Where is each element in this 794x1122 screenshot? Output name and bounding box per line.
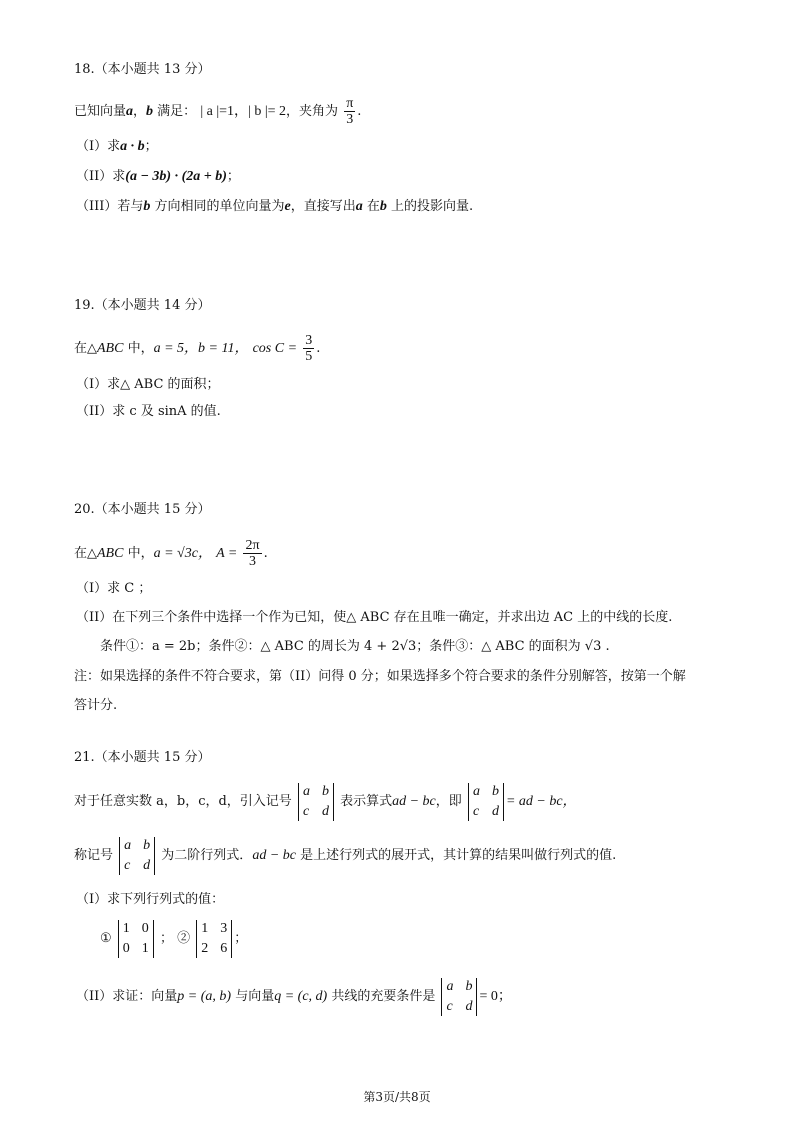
q18-p3-mid2: ，直接写出 [290,199,356,214]
q20-note-line1: 注：如果选择的条件不符合要求，第（II）问得 0 分；如果选择多个符合要求的条件分别解答，按第一个解 [74,669,686,684]
q19-cos-fraction [303,333,314,364]
q18-stem-sep: ， [133,104,147,119]
det-cell: 3 [220,920,228,936]
q19-stem-cos: cos C = [252,341,298,356]
det-cell: 1 [141,940,149,956]
det-cell: 0 [141,920,149,936]
q18-angle-fraction [344,96,355,127]
q20-A-num: 2π [245,538,260,553]
q21-det-def [119,837,155,875]
q21-p2-mid2: 共线的充要条件是 [327,989,436,1004]
q20-note-line2: 答计分. [74,698,118,713]
q21-p2-prefix: （II）求证：向量 [76,989,178,1004]
q18-p3-mid: 方向相同的单位向量为 [150,199,285,214]
q21-det-ex2 [196,920,232,958]
q21-def4: 是上述行列式的展开式，其计算的结果叫做行列式的值. [295,848,617,863]
q18-stem: 已知向量a，b 满足： | a |=1，| b |= 2，夹角为 $\frac{\pi}{3}$ . [74,96,362,127]
q21-title: 21.（本小题共 15 分） [74,750,211,765]
q18-stem-prefix: 已知向量 [74,104,127,119]
det-cell: b [491,783,499,799]
q20-stem: 在△ABC 中，a = √3c， A = $\frac{2\pi}{3}$ . [74,538,268,569]
q21-p2-p: p = (a, b) [177,989,232,1004]
det-cell: b [143,837,151,853]
q18-part2 [76,167,240,187]
q18-stem-b: b [146,104,154,119]
det-cell: 1 [201,920,209,936]
q18-part3 [76,197,473,217]
det-cell: 2 [201,940,209,956]
det-cell: c [302,803,310,819]
q18-p1-expr: a · b [120,139,145,154]
q18-p3-a: a [355,199,363,214]
q19-stem-prefix: 在△ [74,341,97,356]
q18-stem-a: a [126,104,134,119]
det-cell: a [302,783,310,799]
q18-p3-label: （III）若与 [76,199,144,214]
q21-det-proof [441,978,477,1016]
det-cell: c [472,803,480,819]
q21-def2: 为二阶行列式． [161,848,253,863]
q19-part2: （II）求 c 及 sinA 的值. [76,404,221,419]
q20-A-den: 3 [249,554,257,569]
q18-p1-label: （I）求 [76,139,121,154]
q19-cos-num: 3 [305,333,313,348]
q18-cond: | a |=1，| b |= 2 [200,104,287,119]
det-cell: a [472,783,480,799]
det-cell: 6 [220,940,228,956]
q21-intro1: 对于任意实数 a，b，c，d，引入记号 [74,794,292,809]
det-cell: a [124,837,132,853]
q19-stem-abc: ABC [97,341,124,356]
q18-angle-text: ，夹角为 [286,104,339,119]
q21-examples [100,917,247,961]
q20-part1: （I）求 C ； [76,581,152,596]
q21-p2-end: = 0； [479,989,512,1004]
q21-intro [74,780,577,824]
q21-def [74,834,616,878]
q20-stem-mid: 中， [123,546,154,561]
q20-stem-abc: ABC [97,546,124,561]
det-cell: c [124,857,131,873]
q18-angle-num: π [346,96,354,111]
q21-intro4: = ad − bc， [505,794,577,809]
det-cell: d [143,857,151,873]
q20-A-fraction [243,538,261,569]
q21-ex1-label: ① [100,931,112,946]
q21-def3: ad − bc [252,848,296,863]
q21-ex-end: ； [234,931,248,946]
det-cell: b [321,783,329,799]
q18-p3-b: b [143,199,151,214]
q18-p2-end: ； [226,169,240,184]
q21-intro3: ，即 [435,794,462,809]
q18-part1 [76,137,158,157]
q18-angle-den: 3 [346,112,354,127]
det-cell: 1 [122,920,130,936]
det-cell: d [321,803,329,819]
q21-det-equal [468,783,504,821]
q21-def1: 称记号 [74,848,114,863]
q21-p2-q: q = (c, d) [274,989,328,1004]
q18-p3-mid3: 在 [362,199,380,214]
q21-expr: ad − bc [392,794,436,809]
q20-conditions: 条件①：a = 2b；条件②：△ ABC 的周长为 4 + 2√3；条件③：△ ABC 的面积为 √3 . [100,639,610,654]
q18-p3-e: e [284,199,291,214]
det-cell: d [465,998,473,1014]
q21-part1: （I）求下列行列式的值： [76,892,225,907]
q20-stem-A: A = [216,546,238,561]
q18-p3-end: 上的投影向量. [386,199,474,214]
q19-stem-mid: 中， [123,341,154,356]
det-cell: 0 [122,940,130,956]
q21-det-ex1 [118,920,154,958]
det-cell: d [491,803,499,819]
page-footer: 第3页/共8页 [363,1090,431,1104]
q19-stem-vals: a = 5，b = 11， [153,341,249,356]
q19-title: 19.（本小题共 14 分） [74,298,211,313]
q19-cos-den: 5 [305,349,313,364]
q18-p2-expr: (a − 3b) · (2a + b) [125,169,227,184]
det-cell: a [446,978,454,994]
q18-stem-mid: 满足： [153,104,197,119]
q18-title: 18.（本小题共 13 分） [74,62,211,77]
det-cell: b [465,978,473,994]
q21-part2 [76,975,512,1019]
q20-stem-a: a = √3c， [153,546,212,561]
q18-p1-end: ； [144,139,158,154]
q19-stem: 在△ABC 中，a = 5，b = 11， cos C = $\frac{3}{5}$ . [74,333,321,364]
det-cell: c [446,998,453,1014]
q20-part2: （II）在下列三个条件中选择一个作为已知，使△ ABC 存在且唯一确定，并求出边 AC 上的中线的长度. [76,610,673,625]
q21-det-symbol [298,783,334,821]
q21-ex2-label: ； ② [159,931,191,946]
q19-part1: （I）求△ ABC 的面积； [76,377,220,392]
q21-intro2: 表示算式 [340,794,393,809]
q21-p2-mid: 与向量 [231,989,275,1004]
q20-title: 20.（本小题共 15 分） [74,502,211,517]
q18-p3-b2: b [379,199,387,214]
q18-p2-label: （II）求 [76,169,126,184]
q20-stem-prefix: 在△ [74,546,97,561]
